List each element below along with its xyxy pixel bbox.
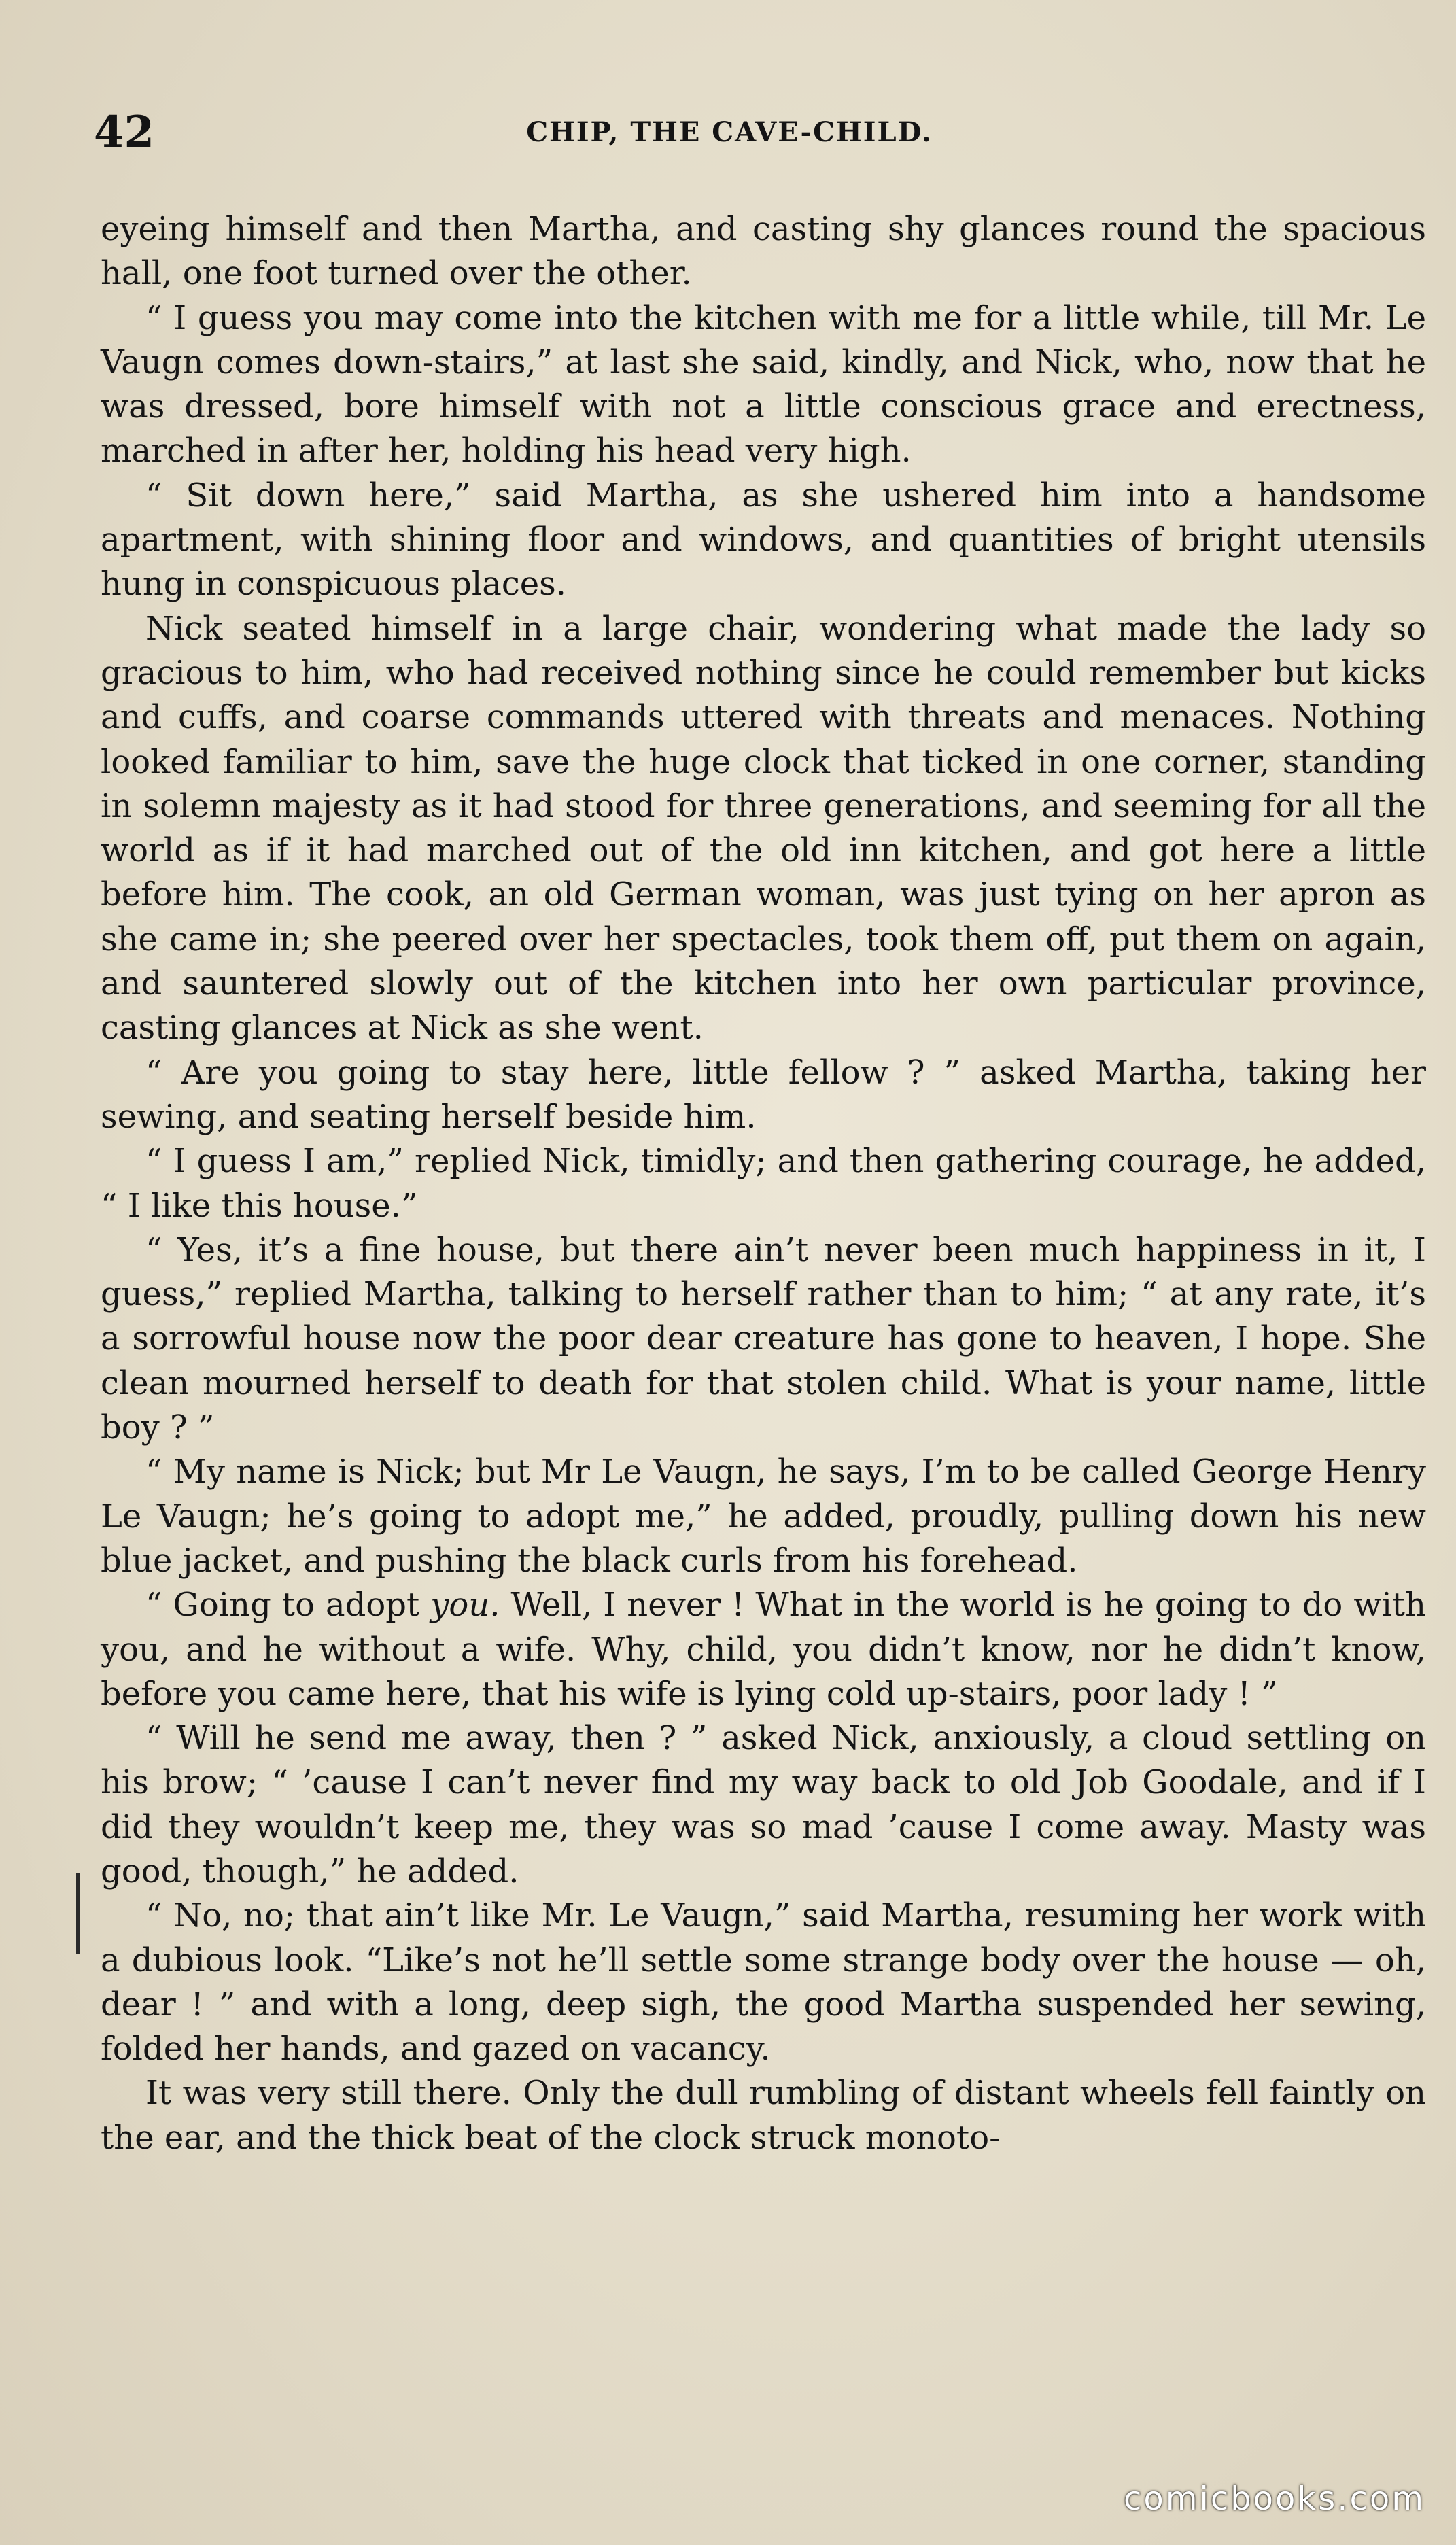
margin-mark (76, 1873, 80, 1954)
paragraph-9-start: “ Going to adopt (145, 1586, 431, 1625)
paragraph-4: Nick seated himself in a large chair, wondering what made the lady so gracious to him, who had received nothing since he could remember but kicks and cuffs, and coarse commands uttered with threats and menaces. Nothing looked familiar to him, save the huge clock that ticked in one corner, standing in solemn majesty as it had stood for three generations, and seeming for all the world as if it had marched out of the old inn kitchen, and got here a little before him. The cook, an old German woman, was just tying on her apron as she came in; she peered over her spectacles, took them off, put them on again, and sauntered slowly out of the kitchen into her own particular province, casting glances at Nick as she went. (101, 609, 1426, 1048)
paragraph-10: “ Will he send me away, then ? ” asked Nick, anxiously, a cloud settling on his brow; “ ’cause I can’t never find my way back to old Job Goodale, and if I did they wouldn’t keep me, they was so mad ’cause I come away. Masty was good, though,” he added. (101, 1719, 1426, 1890)
paragraph-8: “ My name is Nick; but Mr Le Vaugn, he says, I’m to be called George Henry Le Vaugn; he’s going to adopt me,” he added, proudly, pulling down his new blue jacket, and pushing the black curls from his forehead. (101, 1453, 1426, 1580)
watermark: comicbooks.com (1123, 2480, 1425, 2518)
paragraph-9-italic: you. (430, 1586, 500, 1625)
paragraph-12: It was very still there. Only the dull rumbling of distant wheels fell faintly on the ear, and the thick beat of the clock struck monoto- (101, 2074, 1426, 2157)
paragraph-5: “ Are you going to stay here, little fellow ? ” asked Martha, taking her sewing, and seating herself beside him. (101, 1053, 1426, 1136)
paragraph-9-end: Well, I never ! What in the world is he going to do with you, and he without a wife. Why, child, you didn’t know, nor he didn’t know, before you came here, that his wife is lying cold up-stairs, poor lady ! ” (101, 1586, 1426, 1713)
paragraph-6: “ I guess I am,” replied Nick, timidly; and then gathering courage, he added, “ I like this house.” (101, 1142, 1426, 1225)
paragraph-3: “ Sit down here,” said Martha, as she ushered him into a handsome apartment, with shining floor and windows, and quantities of bright utensils hung in conspicuous places. (101, 476, 1426, 604)
paragraph-2: “ I guess you may come into the kitchen with me for a little while, till Mr. Le Vaugn comes down-stairs,” at last she said, kindly, and Nick, who, now that he was dressed, bore himself with not a little conscious grace and erectness, marched in after her, holding his head very high. (101, 298, 1426, 470)
running-head: CHIP, THE CAVE-CHILD. (526, 116, 933, 148)
paragraph-7: “ Yes, it’s a fine house, but there ain’t never been much happiness in it, I guess,” replied Martha, talking to herself rather than to him; “ at any rate, it’s a sorrowful house now the poor dear creature has gone to heaven, I hope. She clean mourned herself to death for that stolen child. What is your name, little boy ? ” (101, 1230, 1426, 1447)
paragraph-1: eyeing himself and then Martha, and casting shy glances round the spacious hall, one foot turned over the other. (101, 210, 1426, 293)
paragraph-9 (101, 1583, 1426, 1716)
paragraph-11: “ No, no; that ain’t like Mr. Le Vaugn,” said Martha, resuming her work with a dubious look. “Like’s not he’ll settle some strange body over the house — oh, dear ! ” and with a long, deep sigh, the good Martha suspended her sewing, folded her hands, and gazed on vacancy. (101, 1897, 1426, 2068)
page-number: 42 (94, 107, 155, 158)
body-text (101, 207, 1426, 2160)
page-header (94, 102, 1365, 163)
